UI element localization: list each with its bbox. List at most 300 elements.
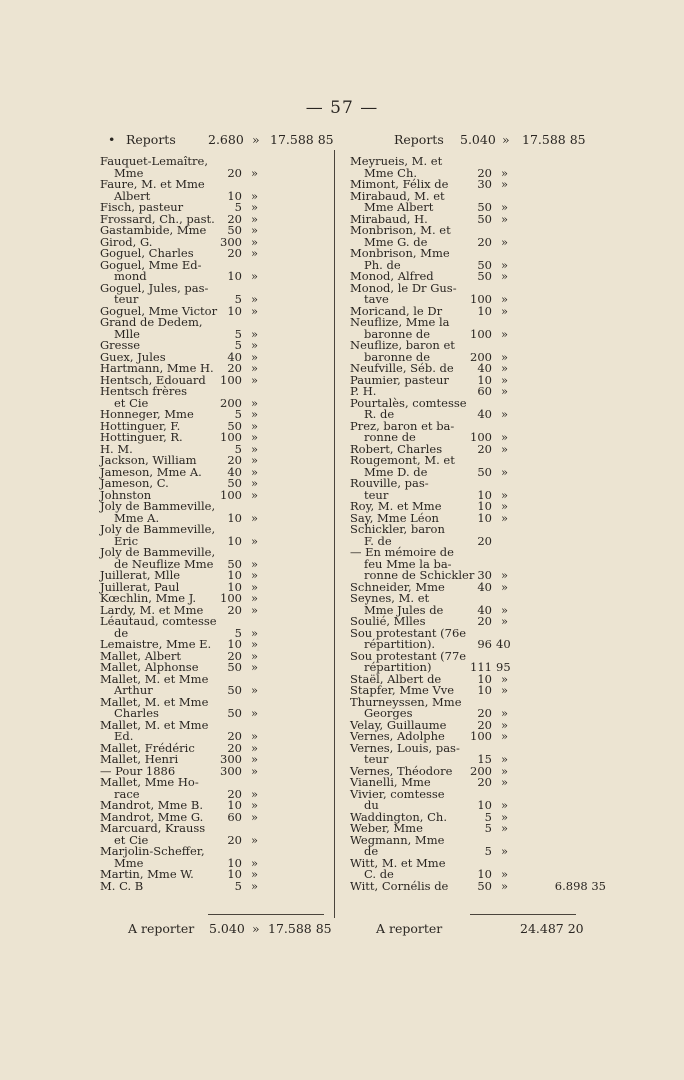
right-header-mark: » — [502, 132, 510, 147]
entry-name: Hottinguer, R. — [100, 430, 183, 444]
entry-amount: 10 — [227, 855, 242, 870]
entry-mark: » — [500, 671, 508, 686]
entry-amount: 96 — [477, 637, 492, 651]
entry-mark: » — [250, 706, 258, 720]
entry-name: Neuflize, Mme la — [350, 315, 450, 329]
entry-amount: 50 — [227, 223, 242, 237]
entry-name: Velay, Guillaume — [350, 717, 447, 732]
entry-amount: 50 — [227, 476, 242, 490]
entry-mark: » — [250, 165, 258, 180]
entry-name: Gresse — [100, 338, 141, 352]
entry-name: de Neuflize Mme — [114, 556, 214, 571]
entry-amount: 10 — [477, 372, 492, 387]
entry-mark: » — [500, 763, 508, 778]
left-column — [92, 130, 334, 893]
entry-name: Monod, Alfred — [350, 269, 434, 283]
entry-mark: » — [250, 637, 258, 651]
entry-mark: » — [500, 867, 508, 881]
entry-amount: 20 — [227, 832, 242, 847]
entry-amount: 20 — [227, 729, 242, 743]
entry-amount: 5 — [484, 821, 492, 835]
entry-amount: 20 — [477, 775, 492, 789]
entry-name: Mallet, Frédéric — [100, 740, 195, 755]
entry-mark: » — [250, 453, 258, 467]
entry-name: H. M. — [100, 441, 133, 456]
entry-amount: 20 — [477, 706, 492, 720]
left-header-total: 17.588 85 — [270, 132, 334, 147]
right-footer-total: 24.487 20 — [520, 921, 584, 936]
entry-mark: » — [250, 729, 258, 743]
entry-name: Monod, le Dr Gus- — [350, 280, 457, 295]
entry-name: Say, Mme Léon — [350, 510, 439, 525]
entry-amount: 10 — [227, 637, 242, 651]
entry-amount: 15 — [477, 752, 492, 766]
entry-amount: 20 — [227, 246, 242, 260]
entry-amount: 20 — [477, 165, 492, 180]
entry-name: teur — [364, 752, 389, 766]
entry-amount: 40 — [477, 579, 492, 594]
right-header-amount: 5.040 — [460, 132, 496, 147]
entry-amount: 30 — [477, 568, 492, 582]
entry-mark: » — [250, 430, 258, 444]
entry-name: baronne de — [364, 349, 431, 364]
entry-name: Lemaistre, Mme E. — [100, 637, 212, 651]
entry-name: Léautaud, comtesse — [100, 614, 217, 628]
entry-mark: » — [250, 211, 258, 226]
entry-name: Roy, M. et Mme — [350, 499, 442, 513]
entry-name: — En mémoire de — [350, 545, 454, 559]
entry-amount: 100 — [220, 487, 242, 502]
entry-name: Goguel, Mme Ed- — [100, 257, 202, 272]
entry-name: Sou protestant (77e — [350, 648, 467, 663]
entry-mark: » — [500, 165, 508, 180]
entry-name: Mallet, Alphonse — [100, 660, 199, 674]
entry-mark: » — [500, 752, 508, 766]
entry-line — [92, 878, 328, 893]
entry-name: Lardy, M. et Mme — [100, 602, 204, 617]
entry-name: répartition) — [364, 660, 432, 674]
entry-mark: » — [250, 832, 258, 847]
entry-name: Goguel, Charles — [100, 246, 194, 260]
entry-mark: » — [250, 867, 258, 881]
entry-amount: 100 — [470, 430, 492, 444]
entry-name: Goguel, Mme Victor — [100, 303, 218, 318]
left-footer-total: 17.588 85 — [268, 921, 332, 936]
entry-amount: 50 — [227, 418, 242, 433]
entry-amount: 20 — [477, 614, 492, 628]
right-carried-forward — [342, 130, 586, 150]
entry-amount: 10 — [227, 568, 242, 582]
entry-name: Vernes, Théodore — [350, 763, 453, 778]
entry-name: Joly de Bammeville, — [100, 499, 216, 513]
entry-name: Marjolin-Scheffer, — [100, 844, 205, 858]
entry-mark: » — [500, 372, 508, 387]
entry-mark: » — [500, 683, 508, 697]
entry-amount: 20 — [477, 234, 492, 249]
entry-mark: » — [250, 878, 258, 893]
entry-amount: 20 — [227, 361, 242, 375]
entry-mark: » — [250, 660, 258, 674]
entry-mark: » — [500, 384, 508, 398]
entry-mark: » — [250, 246, 258, 260]
entry-name: Mallet, M. et Mme — [100, 671, 209, 686]
entry-mark: » — [250, 292, 258, 306]
entry-name: Monbrison, Mme — [350, 246, 450, 260]
entry-name: Fisch, pasteur — [100, 200, 184, 214]
entry-amount: 40 — [477, 602, 492, 617]
entry-amount: 5 — [234, 625, 242, 640]
entry-name: Mme Jules de — [364, 602, 444, 617]
entry-amount: 20 — [227, 602, 242, 617]
entry-mark: » — [250, 798, 258, 812]
entry-mark: » — [250, 234, 258, 249]
entry-name: Vernes, Adolphe — [350, 729, 445, 743]
entry-amount: 5 — [234, 407, 242, 421]
entry-name: Mme G. de — [364, 234, 428, 249]
entry-name: Mimont, Félix de — [350, 177, 449, 191]
entry-name: Girod, G. — [100, 234, 153, 249]
entry-mark: » — [250, 441, 258, 456]
entry-amount: 10 — [227, 867, 242, 881]
entry-name: Neufville, Séb. de — [350, 361, 454, 375]
entry-amount: 10 — [477, 798, 492, 812]
entry-name: P. H. — [350, 384, 377, 398]
entry-name: Mallet, M. et Mme — [100, 717, 209, 732]
right-footer-label: A reporter — [376, 921, 443, 936]
entry-mark: » — [500, 706, 508, 720]
entry-mark: » — [250, 188, 258, 203]
left-header-bullet: • — [108, 132, 116, 147]
entry-name: Weber, Mme — [350, 821, 423, 835]
entry-amount: 50 — [227, 556, 242, 571]
entry-name: Hentsch, Edouard — [100, 372, 206, 387]
entry-amount: 40 — [477, 407, 492, 421]
entry-name: Arthur — [114, 683, 153, 697]
entry-amount: 10 — [227, 269, 242, 283]
entry-name: Robert, Charles — [350, 441, 443, 456]
right-entries — [342, 154, 606, 893]
entry-name: de — [364, 844, 379, 858]
entry-name: Juillerat, Paul — [100, 579, 180, 594]
entry-name: Hartmann, Mme H. — [100, 361, 214, 375]
entry-name: Mallet, Mme Ho- — [100, 775, 199, 789]
entry-amount: 50 — [477, 269, 492, 283]
entry-name: Hottinguer, F. — [100, 418, 181, 433]
entry-name: Jameson, Mme A. — [100, 464, 202, 479]
entry-mark: » — [250, 395, 258, 410]
entry-name: du — [364, 798, 379, 812]
entry-mark: » — [500, 499, 508, 513]
entry-name: baronne de — [364, 326, 431, 341]
entry-name: Monbrison, M. et — [350, 223, 451, 237]
entry-name: et Cie — [114, 832, 149, 847]
entry-mark: » — [500, 717, 508, 732]
entry-mark: » — [250, 464, 258, 479]
entry-amount: 10 — [477, 303, 492, 318]
entry-line — [342, 372, 578, 387]
entry-mark: » — [250, 752, 258, 766]
entry-mark: » — [250, 372, 258, 387]
entry-mark: » — [250, 407, 258, 421]
page-number: — 57 — — [305, 98, 379, 118]
entry-name: Moricand, le Dr — [350, 303, 443, 318]
entry-name: Mme — [114, 165, 144, 180]
entry-mark: » — [500, 821, 508, 835]
entry-mark: » — [250, 763, 258, 778]
entry-name: Ph. de — [364, 257, 401, 272]
entry-amount: 200 — [220, 395, 242, 410]
entry-mark: » — [250, 740, 258, 755]
entry-name: Paumier, pasteur — [350, 372, 449, 387]
entry-amount: 200 — [470, 763, 492, 778]
entry-amount: 20 — [227, 648, 242, 663]
entry-name: Schneider, Mme — [350, 579, 445, 594]
entry-amount: 100 — [470, 729, 492, 743]
entry-amount: 10 — [227, 303, 242, 318]
entry-name: Witt, M. et Mme — [350, 855, 446, 870]
entry-mark: » — [500, 579, 508, 594]
entry-name: mond — [114, 269, 147, 283]
entry-mark: » — [500, 407, 508, 421]
entry-amount: 10 — [477, 683, 492, 697]
right-column — [342, 130, 606, 893]
entry-mark: » — [250, 625, 258, 640]
entry-mark: » — [500, 326, 508, 341]
entry-name: tave — [364, 292, 389, 306]
entry-name: Mallet, Albert — [100, 648, 181, 663]
left-entries — [92, 156, 328, 892]
entry-amount: 5 — [234, 326, 242, 341]
entry-name: et Cie — [114, 395, 149, 410]
entry-mark: » — [250, 200, 258, 214]
entry-mark: » — [500, 177, 508, 191]
entry-mark: » — [500, 292, 508, 306]
entry-amount: 5 — [234, 338, 242, 352]
entry-name: Georges — [364, 706, 413, 720]
entry-mark: » — [250, 556, 258, 571]
entry-mark: » — [500, 510, 508, 525]
entry-name: Joly de Bammeville, — [100, 545, 216, 559]
entry-name: Mallet, M. et Mme — [100, 694, 209, 709]
entry-name: Schickler, baron — [350, 522, 445, 536]
entry-amount: 300 — [220, 752, 242, 766]
entry-mark: » — [500, 487, 508, 502]
entry-mark: » — [250, 418, 258, 433]
entry-name: Grand de Dedem, — [100, 315, 203, 329]
entry-mark: » — [250, 602, 258, 617]
entry-mark: » — [500, 361, 508, 375]
entry-name: Vivier, comtesse — [350, 786, 445, 801]
entry-name: Rougemont, M. et — [350, 453, 455, 467]
entry-amount: 20 — [477, 533, 492, 548]
column-total: 6.898 35 — [554, 878, 606, 893]
entry-amount: 10 — [477, 499, 492, 513]
entry-name: Gastambide, Mme — [100, 223, 207, 237]
column-divider — [334, 150, 335, 918]
entry-amount: 50 — [477, 464, 492, 479]
entry-mark: » — [250, 809, 258, 824]
entry-amount: 200 — [470, 349, 492, 364]
entry-amount: 10 — [227, 533, 242, 548]
entry-amount: 20 — [227, 786, 242, 801]
entry-name: R. de — [364, 407, 395, 421]
entry-mark: » — [500, 269, 508, 283]
entry-amount: 111 — [470, 660, 492, 674]
entry-mark: » — [250, 510, 258, 525]
entry-name: Prez, baron et ba- — [350, 418, 455, 433]
entry-amount: 5 — [484, 844, 492, 858]
entry-name: Frossard, Ch., past. — [100, 211, 215, 226]
entry-amount: 50 — [227, 706, 242, 720]
entry-mark: » — [250, 579, 258, 594]
entry-amount: 50 — [477, 257, 492, 272]
entry-name: Goguel, Jules, pas- — [100, 280, 209, 295]
entry-mark: » — [250, 591, 258, 605]
left-header-label: Reports — [126, 132, 176, 147]
left-carried-forward — [92, 130, 334, 150]
entry-name: Pourtalès, comtesse — [350, 395, 467, 410]
entry-name: ronne de — [364, 430, 416, 444]
entry-amount: 50 — [227, 683, 242, 697]
entry-mark: » — [500, 464, 508, 479]
entry-name: Meyrueis, M. et — [350, 154, 443, 168]
entry-mark: 95 — [496, 660, 511, 674]
entry-amount: 30 — [477, 177, 492, 191]
right-header-total: 17.588 85 — [522, 132, 586, 147]
entry-name: Albert — [114, 188, 151, 203]
entry-mark: » — [500, 602, 508, 617]
entry-mark: » — [500, 809, 508, 824]
entry-amount: 40 — [227, 349, 242, 364]
entry-mark: » — [500, 234, 508, 249]
left-subtotal-rule — [208, 914, 324, 915]
right-header-label: Reports — [394, 132, 444, 147]
entry-mark: » — [500, 568, 508, 582]
entry-mark: » — [500, 729, 508, 743]
entry-name: feu Mme la ba- — [364, 556, 452, 571]
entry-amount: 20 — [227, 740, 242, 755]
entry-name: Thurneyssen, Mme — [350, 694, 462, 709]
entry-mark: » — [250, 476, 258, 490]
entry-amount: 300 — [220, 234, 242, 249]
left-header-amount: 2.680 — [208, 132, 244, 147]
entry-amount: 10 — [227, 188, 242, 203]
entry-amount: 50 — [477, 878, 492, 893]
entry-mark: » — [250, 338, 258, 352]
left-header-mark: » — [252, 132, 260, 147]
entry-name: Witt, Cornélis de — [350, 878, 449, 893]
entry-amount: 20 — [477, 717, 492, 732]
entry-mark: » — [250, 648, 258, 663]
entry-amount: 10 — [227, 510, 242, 525]
entry-mark: » — [500, 614, 508, 628]
entry-name: Eric — [114, 533, 139, 548]
entry-name: Mme D. de — [364, 464, 428, 479]
entry-mark: » — [500, 844, 508, 858]
entry-amount: 5 — [234, 441, 242, 456]
entry-name: M. C. B — [100, 878, 144, 893]
entry-name: Marcuard, Krauss — [100, 821, 206, 835]
entry-mark: » — [250, 349, 258, 364]
entry-mark: » — [500, 798, 508, 812]
entry-name: Mme Albert — [364, 200, 434, 214]
entry-amount: 5 — [484, 809, 492, 824]
entry-name: C. de — [364, 867, 394, 881]
entry-mark: » — [250, 223, 258, 237]
entry-amount: 20 — [227, 211, 242, 226]
entry-mark: » — [250, 303, 258, 318]
entry-name: Jameson, C. — [100, 476, 169, 490]
entry-amount: 60 — [477, 384, 492, 398]
entry-amount: 50 — [227, 660, 242, 674]
entry-name: Jackson, William — [100, 453, 197, 467]
entry-mark: » — [250, 855, 258, 870]
entry-name: Mandrot, Mme B. — [100, 798, 204, 812]
entry-mark: » — [250, 683, 258, 697]
entry-amount: 300 — [220, 763, 242, 778]
entry-amount: 20 — [227, 453, 242, 467]
entry-name: Faure, M. et Mme — [100, 177, 205, 191]
entry-name: Mme A. — [114, 510, 160, 525]
entry-name: Mirabaud, M. et — [350, 188, 445, 203]
entry-mark: » — [250, 269, 258, 283]
entry-name: Hentsch frères — [100, 384, 188, 398]
entry-name: Neuflize, baron et — [350, 338, 455, 352]
entry-name: Guex, Jules — [100, 349, 166, 364]
left-footer-label: A reporter — [128, 921, 195, 936]
entry-amount: 20 — [477, 441, 492, 456]
entry-amount: 100 — [220, 372, 242, 387]
entry-amount: 100 — [470, 292, 492, 306]
entry-mark: » — [500, 775, 508, 789]
entry-name: teur — [364, 487, 389, 502]
entry-name: ronne de Schickler — [364, 568, 475, 582]
entry-mark: » — [500, 430, 508, 444]
entry-amount: 10 — [227, 798, 242, 812]
entry-name: de — [114, 625, 129, 640]
entry-name: Joly de Bammeville, — [100, 522, 216, 536]
left-footer-amount: 5.040 — [209, 921, 245, 936]
entry-mark: » — [500, 349, 508, 364]
entry-name: Mme — [114, 855, 144, 870]
entry-mark: » — [500, 441, 508, 456]
entry-name: Martin, Mme W. — [100, 867, 194, 881]
entry-name: Honneger, Mme — [100, 407, 194, 421]
right-subtotal-rule — [470, 914, 576, 915]
entry-name: Kœchlin, Mme J. — [100, 591, 197, 605]
entry-name: Vianelli, Mme — [350, 775, 431, 789]
entry-mark: » — [250, 786, 258, 801]
entry-amount: 5 — [234, 292, 242, 306]
entry-amount: 40 — [477, 361, 492, 375]
entry-line — [342, 878, 606, 893]
entry-name: Soulié, Mlles — [350, 614, 426, 628]
entry-name: Mlle — [114, 326, 140, 341]
entry-amount: 20 — [227, 165, 242, 180]
entry-name: race — [114, 786, 140, 801]
entry-mark: » — [250, 326, 258, 341]
entry-mark: » — [250, 533, 258, 548]
entry-name: Mirabaud, H. — [350, 211, 428, 226]
entry-name: Vernes, Louis, pas- — [350, 740, 460, 755]
left-footer-mark: » — [252, 921, 260, 936]
entry-name: Mallet, Henri — [100, 752, 179, 766]
entry-name: Rouville, pas- — [350, 476, 429, 490]
entry-name: Sou protestant (76e — [350, 625, 467, 640]
entry-name: teur — [114, 292, 139, 306]
entry-name: Waddington, Ch. — [350, 809, 447, 824]
entry-amount: 100 — [470, 326, 492, 341]
